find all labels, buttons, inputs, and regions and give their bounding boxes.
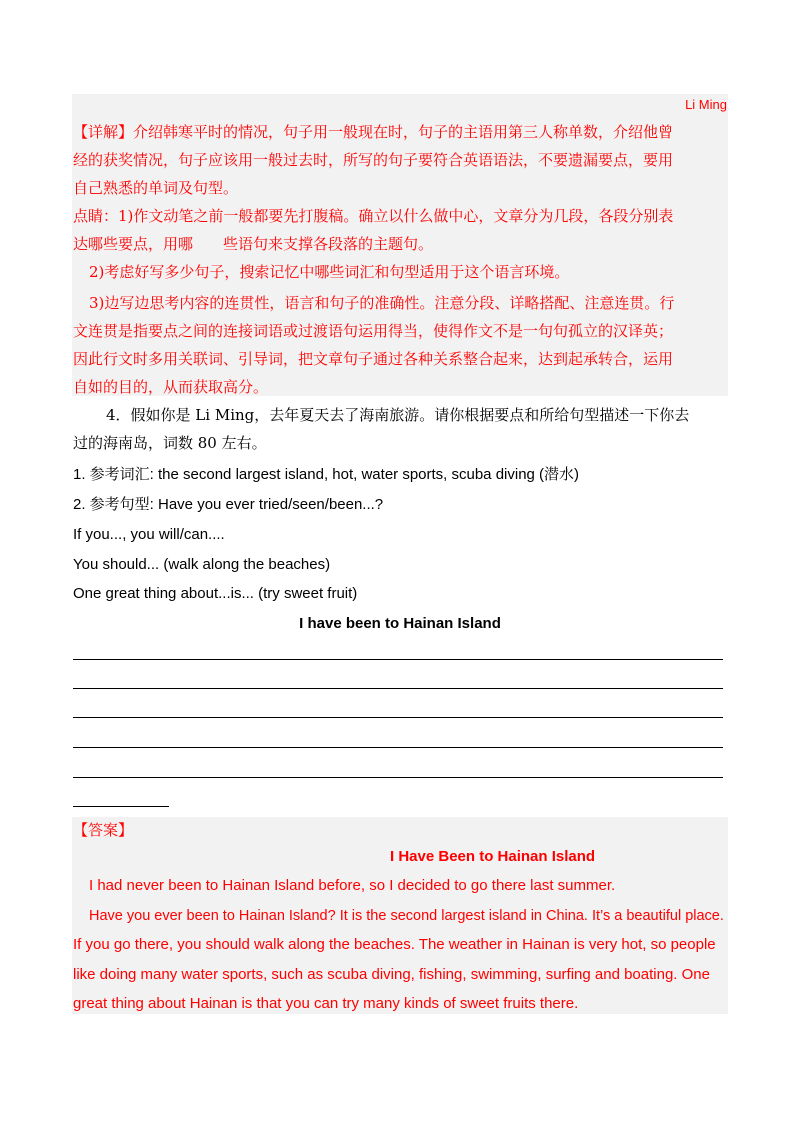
writing-line — [73, 806, 169, 807]
question-prompt: 4．假如你是 Li Ming，去年夏天去了海南旅游。请你根据要点和所给句型描述一下你去 — [106, 406, 690, 424]
hint-sentence-pattern: 2. 参考句型: Have you ever tried/seen/been...? — [73, 496, 384, 513]
explanation-line: 自如的目的，从而获取高分。 — [73, 378, 269, 396]
explanation-line: 点睛：1)作文动笔之前一般都要先打腹稿。确立以什么做中心，文章分为几段，各段分别表 — [73, 207, 674, 225]
pattern-line: If you..., you will/can.... — [73, 526, 225, 543]
writing-line — [73, 747, 723, 748]
answer-line: great thing about Hainan is that you can try many kinds of sweet fruits there. — [73, 995, 579, 1012]
explanation-line: 因此行文时多用关联词、引导词，把文章句子通过各种关系整合起来，达到起承转合，运用 — [73, 350, 674, 368]
author-tag: Li Ming — [685, 97, 727, 112]
essay-title: I have been to Hainan Island — [299, 615, 501, 632]
pattern-line: One great thing about...is... (try sweet fruit) — [73, 585, 358, 602]
answer-title: I Have Been to Hainan Island — [390, 848, 596, 865]
writing-line — [73, 777, 723, 778]
writing-line — [73, 688, 723, 689]
answer-line: like doing many water sports, such as scuba diving, fishing, swimming, surfing and boating. One — [73, 966, 710, 983]
writing-line — [73, 717, 723, 718]
pattern-line: You should... (walk along the beaches) — [73, 556, 331, 573]
explanation-line: 达哪些要点，用哪 些语句来支撑各段落的主题句。 — [73, 235, 434, 253]
writing-line — [73, 659, 723, 660]
answer-line: If you go there, you should walk along the beaches. The weather in Hainan is very hot, so people — [73, 936, 716, 953]
question-prompt: 过的海南岛，词数 80 左右。 — [73, 434, 267, 452]
answer-line: I had never been to Hainan Island before, so I decided to go there last summer. — [89, 877, 616, 894]
explanation-line: 3)边写边思考内容的连贯性，语言和句子的准确性。注意分段、详略搭配、注意连贯。行 — [89, 294, 675, 312]
explanation-line: 2)考虑好写多少句子，搜索记忆中哪些词汇和句型适用于这个语言环境。 — [89, 263, 570, 281]
answer-line: Have you ever been to Hainan Island? It is the second largest island in China. It’s a beautiful place. — [89, 908, 724, 924]
explanation-line: 经的获奖情况，句子应该用一般过去时，所写的句子要符合英语语法，不要遗漏要点，要用 — [73, 151, 674, 169]
hint-vocabulary: 1. 参考词汇: the second largest island, hot, water sports, scuba diving (潜水) — [73, 466, 580, 483]
explanation-line: 文连贯是指要点之间的连接词语或过渡语句运用得当，使得作文不是一句句孤立的汉译英； — [73, 322, 674, 340]
explanation-line: 自己熟悉的单词及句型。 — [73, 179, 239, 197]
explanation-line: 【详解】介绍韩寒平时的情况，句子用一般现在时，句子的主语用第三人称单数，介绍他曾 — [73, 123, 674, 141]
answer-tag: 【答案】 — [73, 821, 134, 839]
